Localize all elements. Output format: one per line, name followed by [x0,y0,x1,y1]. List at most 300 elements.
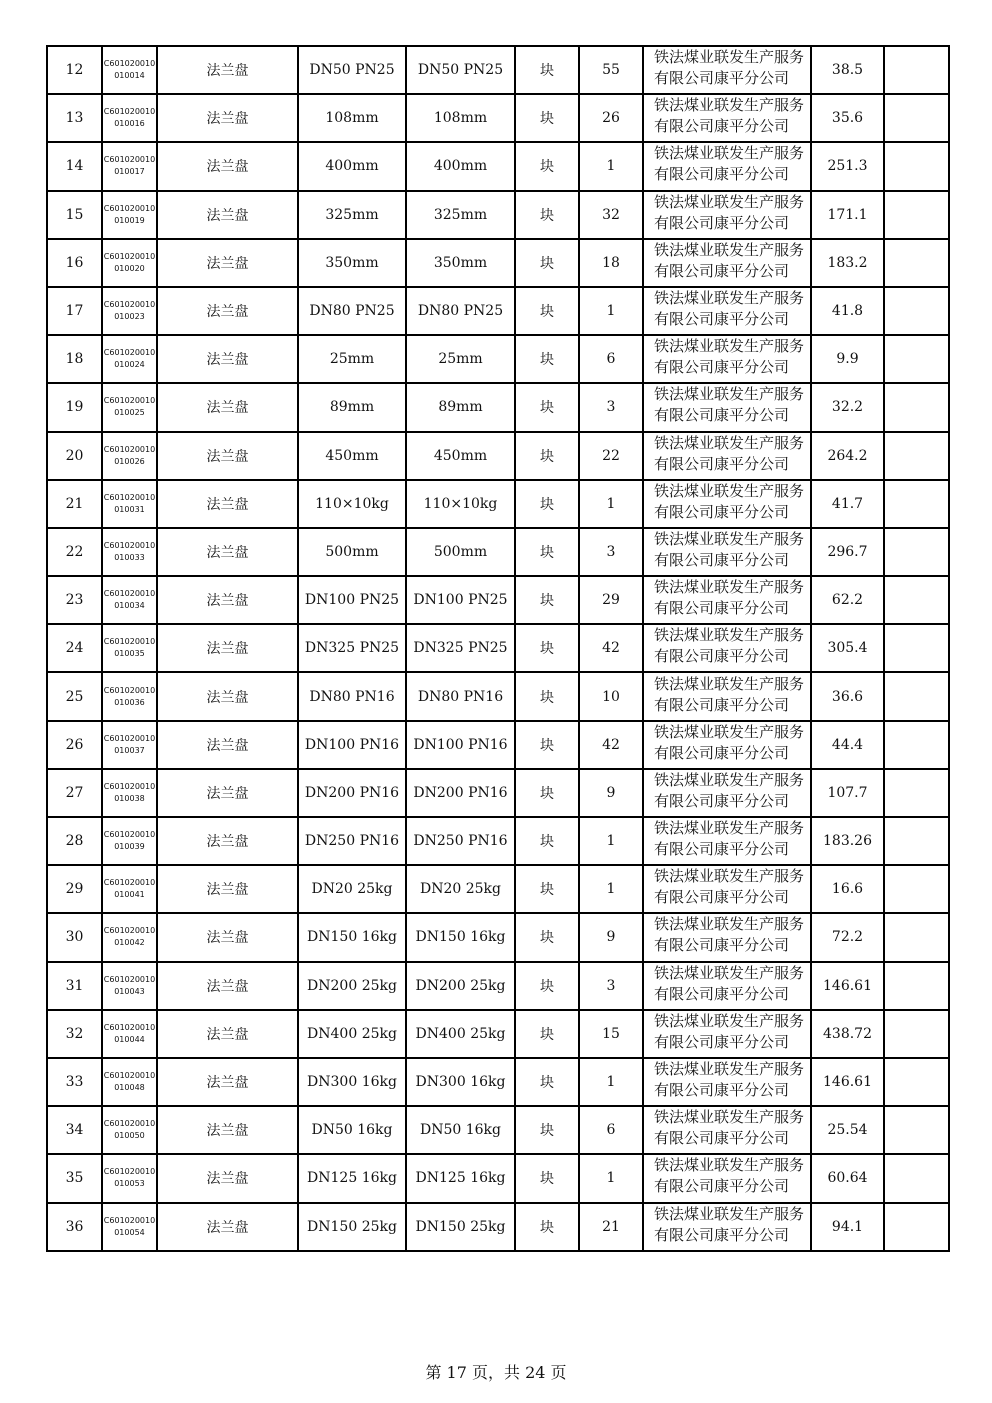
row-number-cell: 32 [47,1010,102,1058]
remarks-cell [884,287,949,335]
material-code-line2: 010035 [114,649,145,659]
row-number-cell: 21 [47,480,102,528]
remarks-cell [884,1010,949,1058]
quantity-cell: 1 [579,1154,643,1202]
remarks-cell [884,672,949,720]
supplier-cell [643,1106,811,1154]
material-code-line1: C601020010 [103,444,156,454]
material-code-cell [102,624,157,672]
supplier-text: 铁法煤业联发生产服务有限公司康平分公司 [654,1060,805,1100]
remarks-cell [884,94,949,142]
quantity-cell: 29 [579,576,643,624]
supplier-text: 铁法煤业联发生产服务有限公司康平分公司 [654,722,805,762]
material-code-line2: 010054 [114,1227,145,1237]
material-code-cell [102,142,157,190]
row-number-cell: 12 [47,46,102,94]
supplier-cell [643,1058,811,1106]
material-code-line1: C601020010 [103,1119,156,1129]
supplier-text: 铁法煤业联发生产服务有限公司康平分公司 [654,337,805,377]
page-footer: 第 17 页，共 24 页 [425,1363,567,1382]
unit-price-cell: 36.6 [811,672,884,720]
supplier-text: 铁法煤业联发生产服务有限公司康平分公司 [654,481,805,521]
model-cell: DN50 16kg [406,1106,515,1154]
material-name-cell: 法兰盘 [157,142,298,190]
unit-cell: 块 [515,1058,579,1106]
remarks-cell [884,1106,949,1154]
table-row [47,46,949,94]
row-number-cell: 19 [47,383,102,431]
model-cell: DN80 PN25 [406,287,515,335]
unit-cell: 块 [515,1203,579,1251]
supplier-text: 铁法煤业联发生产服务有限公司康平分公司 [654,819,805,859]
model-cell: DN150 16kg [406,913,515,961]
material-code-line1: C601020010 [103,1167,156,1177]
unit-cell: 块 [515,46,579,94]
model-cell: DN100 PN16 [406,721,515,769]
quantity-cell: 6 [579,1106,643,1154]
model-cell: DN325 PN25 [406,624,515,672]
material-code-line2: 010048 [114,1083,145,1093]
material-code-cell [102,335,157,383]
material-code-cell [102,432,157,480]
quantity-cell: 26 [579,94,643,142]
supplier-cell [643,480,811,528]
material-name-cell: 法兰盘 [157,1106,298,1154]
remarks-cell [884,335,949,383]
material-name-cell: 法兰盘 [157,1154,298,1202]
material-code-line1: C601020010 [103,1022,156,1032]
material-code-line2: 010023 [114,312,145,322]
supplier-text: 铁法煤业联发生产服务有限公司康平分公司 [654,867,805,907]
quantity-cell: 15 [579,1010,643,1058]
row-number-cell: 14 [47,142,102,190]
row-number-cell: 20 [47,432,102,480]
supplier-cell [643,865,811,913]
unit-price-cell: 305.4 [811,624,884,672]
material-code-line2: 010017 [114,167,145,177]
material-name-cell: 法兰盘 [157,817,298,865]
table-row [47,576,949,624]
supplier-text: 铁法煤业联发生产服务有限公司康平分公司 [654,915,805,955]
unit-cell: 块 [515,287,579,335]
quantity-cell: 32 [579,191,643,239]
supplier-text: 铁法煤业联发生产服务有限公司康平分公司 [654,48,805,88]
unit-price-cell: 264.2 [811,432,884,480]
unit-cell: 块 [515,432,579,480]
supplier-cell [643,672,811,720]
material-code-cell [102,865,157,913]
row-number-cell: 16 [47,239,102,287]
material-code-cell [102,239,157,287]
row-number-cell: 28 [47,817,102,865]
row-number-cell: 26 [47,721,102,769]
supplier-cell [643,142,811,190]
material-name-cell: 法兰盘 [157,672,298,720]
quantity-cell: 1 [579,865,643,913]
quantity-cell: 9 [579,769,643,817]
table-row [47,335,949,383]
table-row [47,432,949,480]
remarks-cell [884,624,949,672]
quantity-cell: 55 [579,46,643,94]
supplier-cell [643,191,811,239]
supplier-cell [643,94,811,142]
supplier-text: 铁法煤业联发生产服务有限公司康平分公司 [654,96,805,136]
material-code-line2: 010026 [114,456,145,466]
material-code-cell [102,721,157,769]
material-name-cell: 法兰盘 [157,383,298,431]
material-code-line1: C601020010 [103,396,156,406]
material-code-line2: 010050 [114,1131,145,1141]
unit-price-cell: 146.61 [811,962,884,1010]
specification-cell: DN80 PN16 [298,672,406,720]
supplier-cell [643,769,811,817]
table-row [47,1203,949,1251]
specification-cell: 325mm [298,191,406,239]
model-cell: DN200 25kg [406,962,515,1010]
supplier-text: 铁法煤业联发生产服务有限公司康平分公司 [654,240,805,280]
quantity-cell: 42 [579,721,643,769]
table-row [47,383,949,431]
unit-cell: 块 [515,817,579,865]
material-code-cell [102,94,157,142]
remarks-cell [884,239,949,287]
model-cell: 400mm [406,142,515,190]
material-code-cell [102,1058,157,1106]
quantity-cell: 6 [579,335,643,383]
specification-cell: DN400 25kg [298,1010,406,1058]
specification-cell: 108mm [298,94,406,142]
model-cell: 89mm [406,383,515,431]
unit-price-cell: 72.2 [811,913,884,961]
unit-price-cell: 9.9 [811,335,884,383]
model-cell: DN80 PN16 [406,672,515,720]
material-code-line2: 010034 [114,601,145,611]
specification-cell: DN150 16kg [298,913,406,961]
quantity-cell: 3 [579,383,643,431]
remarks-cell [884,142,949,190]
quantity-cell: 10 [579,672,643,720]
model-cell: 350mm [406,239,515,287]
material-code-line2: 010037 [114,745,145,755]
material-name-cell: 法兰盘 [157,432,298,480]
model-cell: 450mm [406,432,515,480]
specification-cell: DN250 PN16 [298,817,406,865]
supplier-cell [643,817,811,865]
quantity-cell: 1 [579,817,643,865]
quantity-cell: 1 [579,142,643,190]
unit-cell: 块 [515,865,579,913]
quantity-cell: 3 [579,962,643,1010]
unit-cell: 块 [515,672,579,720]
material-name-cell: 法兰盘 [157,721,298,769]
material-code-line2: 010041 [114,890,145,900]
table-row [47,1106,949,1154]
specification-cell: DN80 PN25 [298,287,406,335]
remarks-cell [884,383,949,431]
material-name-cell: 法兰盘 [157,528,298,576]
material-code-line2: 010016 [114,119,145,129]
material-code-line1: C601020010 [103,1215,156,1225]
supplier-text: 铁法煤业联发生产服务有限公司康平分公司 [654,1011,805,1051]
row-number-cell: 24 [47,624,102,672]
table-row [47,672,949,720]
supplier-cell [643,528,811,576]
unit-cell: 块 [515,94,579,142]
model-cell: 108mm [406,94,515,142]
unit-cell: 块 [515,191,579,239]
specification-cell: DN300 16kg [298,1058,406,1106]
quantity-cell: 18 [579,239,643,287]
remarks-cell [884,191,949,239]
quantity-cell: 1 [579,1058,643,1106]
supplier-cell [643,624,811,672]
model-cell: DN20 25kg [406,865,515,913]
material-name-cell: 法兰盘 [157,913,298,961]
unit-price-cell: 146.61 [811,1058,884,1106]
unit-cell: 块 [515,239,579,287]
model-cell: DN300 16kg [406,1058,515,1106]
material-code-cell [102,46,157,94]
unit-cell: 块 [515,1010,579,1058]
remarks-cell [884,913,949,961]
unit-price-cell: 41.7 [811,480,884,528]
table-row [47,624,949,672]
model-cell: DN125 16kg [406,1154,515,1202]
material-name-cell: 法兰盘 [157,46,298,94]
remarks-cell [884,865,949,913]
specification-cell: 110×10kg [298,480,406,528]
specification-cell: DN50 PN25 [298,46,406,94]
remarks-cell [884,480,949,528]
material-code-line2: 010019 [114,215,145,225]
specification-cell: 89mm [298,383,406,431]
material-code-cell [102,769,157,817]
specification-cell: DN325 PN25 [298,624,406,672]
unit-price-cell: 32.2 [811,383,884,431]
supplier-text: 铁法煤业联发生产服务有限公司康平分公司 [654,770,805,810]
specification-cell: DN20 25kg [298,865,406,913]
material-code-line1: C601020010 [103,878,156,888]
material-code-line2: 010043 [114,986,145,996]
table-row [47,962,949,1010]
material-name-cell: 法兰盘 [157,287,298,335]
table-row [47,94,949,142]
table-row [47,913,949,961]
unit-price-cell: 296.7 [811,528,884,576]
remarks-cell [884,576,949,624]
unit-price-cell: 25.54 [811,1106,884,1154]
supplier-cell [643,46,811,94]
quantity-cell: 3 [579,528,643,576]
specification-cell: DN100 PN25 [298,576,406,624]
model-cell: DN100 PN25 [406,576,515,624]
material-code-line2: 010024 [114,360,145,370]
unit-price-cell: 183.26 [811,817,884,865]
material-code-line2: 010042 [114,938,145,948]
material-code-line2: 010044 [114,1034,145,1044]
model-cell: DN50 PN25 [406,46,515,94]
specification-cell: 450mm [298,432,406,480]
remarks-cell [884,1154,949,1202]
unit-price-cell: 62.2 [811,576,884,624]
material-code-line1: C601020010 [103,300,156,310]
supplier-text: 铁法煤业联发生产服务有限公司康平分公司 [654,626,805,666]
unit-price-cell: 44.4 [811,721,884,769]
material-code-line1: C601020010 [103,589,156,599]
row-number-cell: 27 [47,769,102,817]
supplier-text: 铁法煤业联发生产服务有限公司康平分公司 [654,963,805,1003]
material-name-cell: 法兰盘 [157,335,298,383]
supplier-cell [643,1203,811,1251]
material-name-cell: 法兰盘 [157,962,298,1010]
remarks-cell [884,1058,949,1106]
table-row [47,287,949,335]
material-code-line1: C601020010 [103,203,156,213]
table-row [47,480,949,528]
material-code-line1: C601020010 [103,492,156,502]
model-cell: DN150 25kg [406,1203,515,1251]
material-name-cell: 法兰盘 [157,480,298,528]
model-cell: DN400 25kg [406,1010,515,1058]
material-code-line2: 010038 [114,793,145,803]
material-code-cell [102,1106,157,1154]
material-code-line2: 010033 [114,552,145,562]
table-row [47,817,949,865]
unit-price-cell: 35.6 [811,94,884,142]
model-cell: 25mm [406,335,515,383]
supplier-text: 铁法煤业联发生产服务有限公司康平分公司 [654,433,805,473]
supplier-text: 铁法煤业联发生产服务有限公司康平分公司 [654,1204,805,1244]
specification-cell: DN125 16kg [298,1154,406,1202]
unit-price-cell: 41.8 [811,287,884,335]
supplier-text: 铁法煤业联发生产服务有限公司康平分公司 [654,578,805,618]
supplier-text: 铁法煤业联发生产服务有限公司康平分公司 [654,1156,805,1196]
unit-price-cell: 16.6 [811,865,884,913]
material-code-line2: 010036 [114,697,145,707]
remarks-cell [884,817,949,865]
material-code-line1: C601020010 [103,781,156,791]
specification-cell: DN200 PN16 [298,769,406,817]
supplier-cell [643,383,811,431]
specification-cell: 500mm [298,528,406,576]
row-number-cell: 33 [47,1058,102,1106]
row-number-cell: 29 [47,865,102,913]
specification-cell: DN100 PN16 [298,721,406,769]
material-code-cell [102,383,157,431]
material-name-cell: 法兰盘 [157,94,298,142]
supplier-cell [643,335,811,383]
supplier-cell [643,1010,811,1058]
material-code-cell [102,480,157,528]
material-code-line1: C601020010 [103,974,156,984]
unit-price-cell: 251.3 [811,142,884,190]
material-code-cell [102,913,157,961]
supplier-cell [643,913,811,961]
quantity-cell: 1 [579,480,643,528]
material-code-line2: 010031 [114,504,145,514]
material-code-line1: C601020010 [103,107,156,117]
row-number-cell: 36 [47,1203,102,1251]
remarks-cell [884,769,949,817]
supplier-cell [643,432,811,480]
material-code-line1: C601020010 [103,1071,156,1081]
supplier-text: 铁法煤业联发生产服务有限公司康平分公司 [654,1108,805,1148]
material-code-line2: 010053 [114,1179,145,1189]
specification-cell: 25mm [298,335,406,383]
material-code-cell [102,672,157,720]
unit-price-cell: 107.7 [811,769,884,817]
document-table-container [46,45,948,1252]
table-row [47,191,949,239]
unit-cell: 块 [515,335,579,383]
material-name-cell: 法兰盘 [157,769,298,817]
material-code-cell [102,287,157,335]
materials-table-body [47,46,949,1251]
material-name-cell: 法兰盘 [157,1058,298,1106]
table-row [47,1010,949,1058]
supplier-text: 铁法煤业联发生产服务有限公司康平分公司 [654,674,805,714]
specification-cell: DN200 25kg [298,962,406,1010]
material-name-cell: 法兰盘 [157,576,298,624]
quantity-cell: 9 [579,913,643,961]
row-number-cell: 35 [47,1154,102,1202]
unit-cell: 块 [515,142,579,190]
unit-price-cell: 38.5 [811,46,884,94]
material-code-line2: 010020 [114,263,145,273]
material-code-line1: C601020010 [103,251,156,261]
material-code-cell [102,817,157,865]
model-cell: DN200 PN16 [406,769,515,817]
quantity-cell: 21 [579,1203,643,1251]
material-name-cell: 法兰盘 [157,865,298,913]
unit-cell: 块 [515,528,579,576]
model-cell: 110×10kg [406,480,515,528]
material-code-line1: C601020010 [103,733,156,743]
unit-price-cell: 183.2 [811,239,884,287]
table-row [47,528,949,576]
material-code-line1: C601020010 [103,926,156,936]
remarks-cell [884,432,949,480]
specification-cell: 400mm [298,142,406,190]
remarks-cell [884,46,949,94]
material-code-cell [102,1154,157,1202]
model-cell: DN250 PN16 [406,817,515,865]
material-code-cell [102,528,157,576]
material-code-line1: C601020010 [103,685,156,695]
supplier-text: 铁法煤业联发生产服务有限公司康平分公司 [654,289,805,329]
unit-price-cell: 60.64 [811,1154,884,1202]
row-number-cell: 15 [47,191,102,239]
supplier-cell [643,962,811,1010]
supplier-text: 铁法煤业联发生产服务有限公司康平分公司 [654,192,805,232]
unit-price-cell: 171.1 [811,191,884,239]
unit-cell: 块 [515,721,579,769]
material-name-cell: 法兰盘 [157,191,298,239]
specification-cell: 350mm [298,239,406,287]
unit-cell: 块 [515,913,579,961]
material-name-cell: 法兰盘 [157,624,298,672]
material-code-line1: C601020010 [103,59,156,69]
unit-cell: 块 [515,480,579,528]
material-code-cell [102,191,157,239]
material-code-cell [102,1203,157,1251]
remarks-cell [884,528,949,576]
material-code-line1: C601020010 [103,348,156,358]
supplier-text: 铁法煤业联发生产服务有限公司康平分公司 [654,144,805,184]
supplier-text: 铁法煤业联发生产服务有限公司康平分公司 [654,529,805,569]
supplier-cell [643,576,811,624]
